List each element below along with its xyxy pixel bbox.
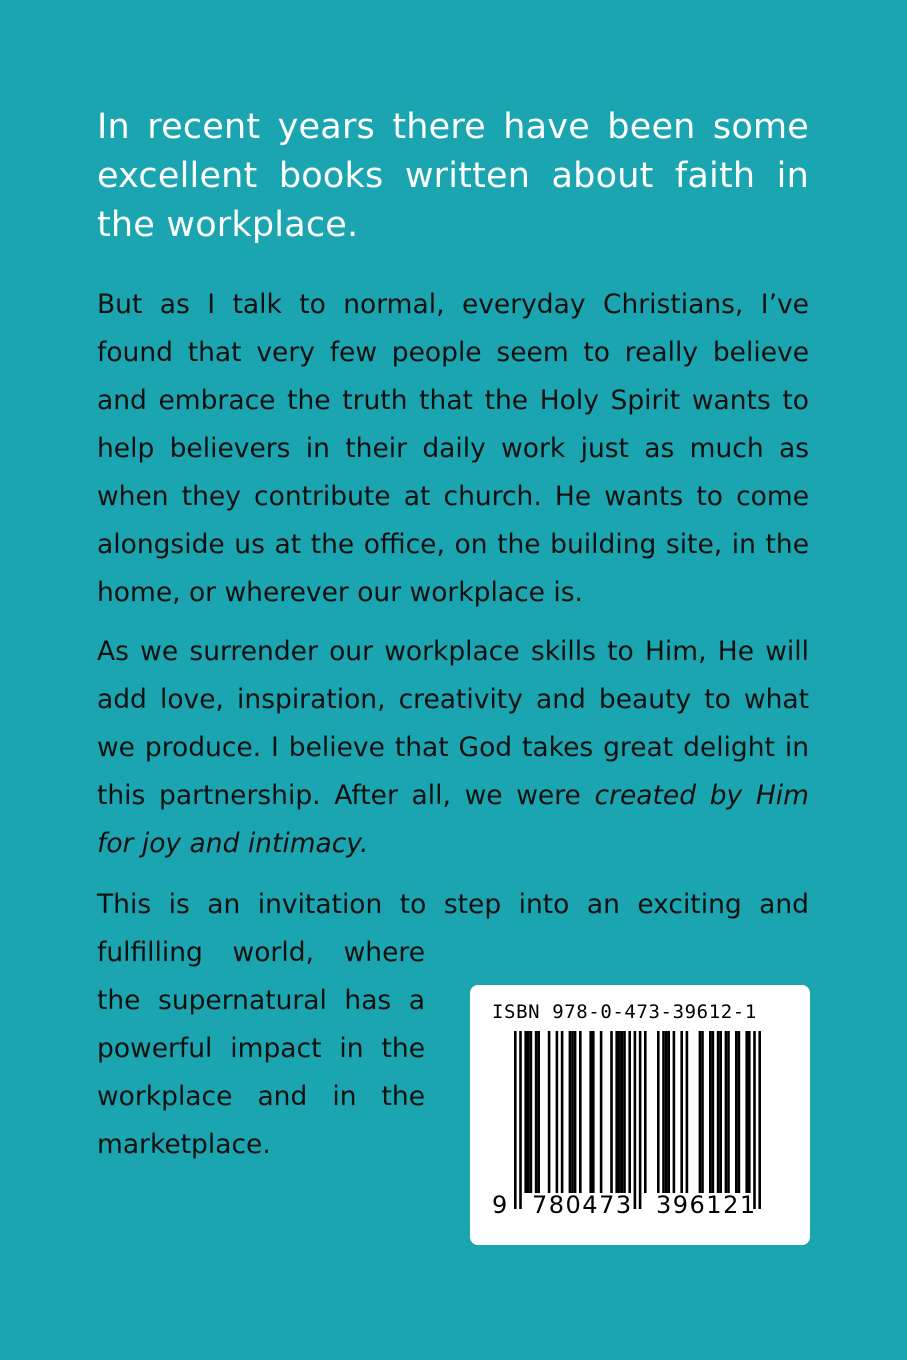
barcode-digits-right: 396121 — [656, 1191, 757, 1219]
barcode-bar — [753, 1031, 756, 1209]
barcode-graphic — [488, 1031, 788, 1211]
barcode-bar — [717, 1031, 720, 1193]
barcode-bar — [634, 1031, 637, 1209]
barcode-bar — [524, 1031, 527, 1193]
barcode-bar — [556, 1031, 559, 1193]
barcode-bar — [514, 1031, 517, 1209]
barcode-bar — [680, 1031, 683, 1193]
barcode-bar — [527, 1031, 530, 1193]
barcode-bar — [712, 1031, 715, 1193]
barcode-bar — [621, 1031, 624, 1193]
barcode-bar — [618, 1031, 621, 1193]
barcode-bar — [665, 1031, 668, 1193]
barcode-bar — [719, 1031, 722, 1193]
barcode-bar — [535, 1031, 538, 1193]
barcode-bar — [589, 1031, 592, 1193]
barcode-bar — [727, 1031, 730, 1193]
barcode-bar — [530, 1031, 533, 1193]
barcode-bar — [574, 1031, 577, 1193]
barcode-bar — [735, 1031, 738, 1193]
barcode-bar — [657, 1031, 660, 1193]
barcode-bar — [610, 1031, 613, 1193]
barcode-bar — [639, 1031, 642, 1209]
barcode-bar — [725, 1031, 728, 1193]
paragraph-2 — [97, 628, 809, 868]
paragraph-3-remainder: fulfilling world, where the supernatural has a powerful impact in the workplace and in the marketplace. — [97, 937, 425, 1160]
barcode-bar — [699, 1031, 702, 1193]
barcode-bar — [644, 1031, 647, 1193]
barcode-bar — [748, 1031, 751, 1193]
barcode-bar — [745, 1031, 748, 1193]
barcode-bar — [548, 1031, 551, 1193]
barcode-bar — [592, 1031, 595, 1193]
paragraph-3-first-line: This is an invitation to step into an exciting and — [97, 889, 809, 920]
barcode-bar — [569, 1031, 572, 1193]
barcode-bar — [628, 1031, 631, 1193]
paragraph-1: But as I talk to normal, everyday Christians, I’ve found that very few people seem to really believe and embrace the truth that the Holy Spirit wants to help believers in their daily work just as much as when they contribute at church. He wants to come alongside us at the office, on the building site, in the home, or wherever our workplace is. — [97, 289, 809, 608]
headline: In recent years there have been some excellent books written about faith in the workplace. — [97, 107, 809, 245]
barcode-bar — [600, 1031, 603, 1193]
barcode-bar — [738, 1031, 741, 1193]
barcode-bar — [623, 1031, 626, 1193]
isbn-label: ISBN 978-0-473-39612-1 — [492, 1001, 757, 1023]
barcode-bar — [758, 1031, 761, 1209]
barcode-bar — [667, 1031, 670, 1193]
barcode-bar — [537, 1031, 540, 1193]
paragraph-2-text: As we surrender our workplace skills to Him, He will add love, inspiration, creativity and beauty to what we produce. I believe that God takes great delight in this partnership. After all, we were — [97, 636, 809, 811]
barcode-bar — [701, 1031, 704, 1193]
barcode-bar — [579, 1031, 582, 1193]
barcode-bar — [615, 1031, 618, 1193]
barcode-bar — [673, 1031, 676, 1193]
paragraph-2-italic-text: created by Him for joy and intimacy. — [97, 780, 809, 859]
barcode-digits-left: 780473 — [532, 1191, 633, 1219]
barcode-bar — [561, 1031, 564, 1193]
barcode-bar — [519, 1031, 522, 1209]
barcode-digit-first: 9 — [492, 1191, 508, 1219]
barcode-bar — [709, 1031, 712, 1193]
barcode-bar — [571, 1031, 574, 1193]
barcode-bar — [662, 1031, 665, 1193]
isbn-barcode-panel — [470, 985, 810, 1245]
barcode-bar — [686, 1031, 689, 1193]
barcode-digits — [488, 1191, 788, 1221]
